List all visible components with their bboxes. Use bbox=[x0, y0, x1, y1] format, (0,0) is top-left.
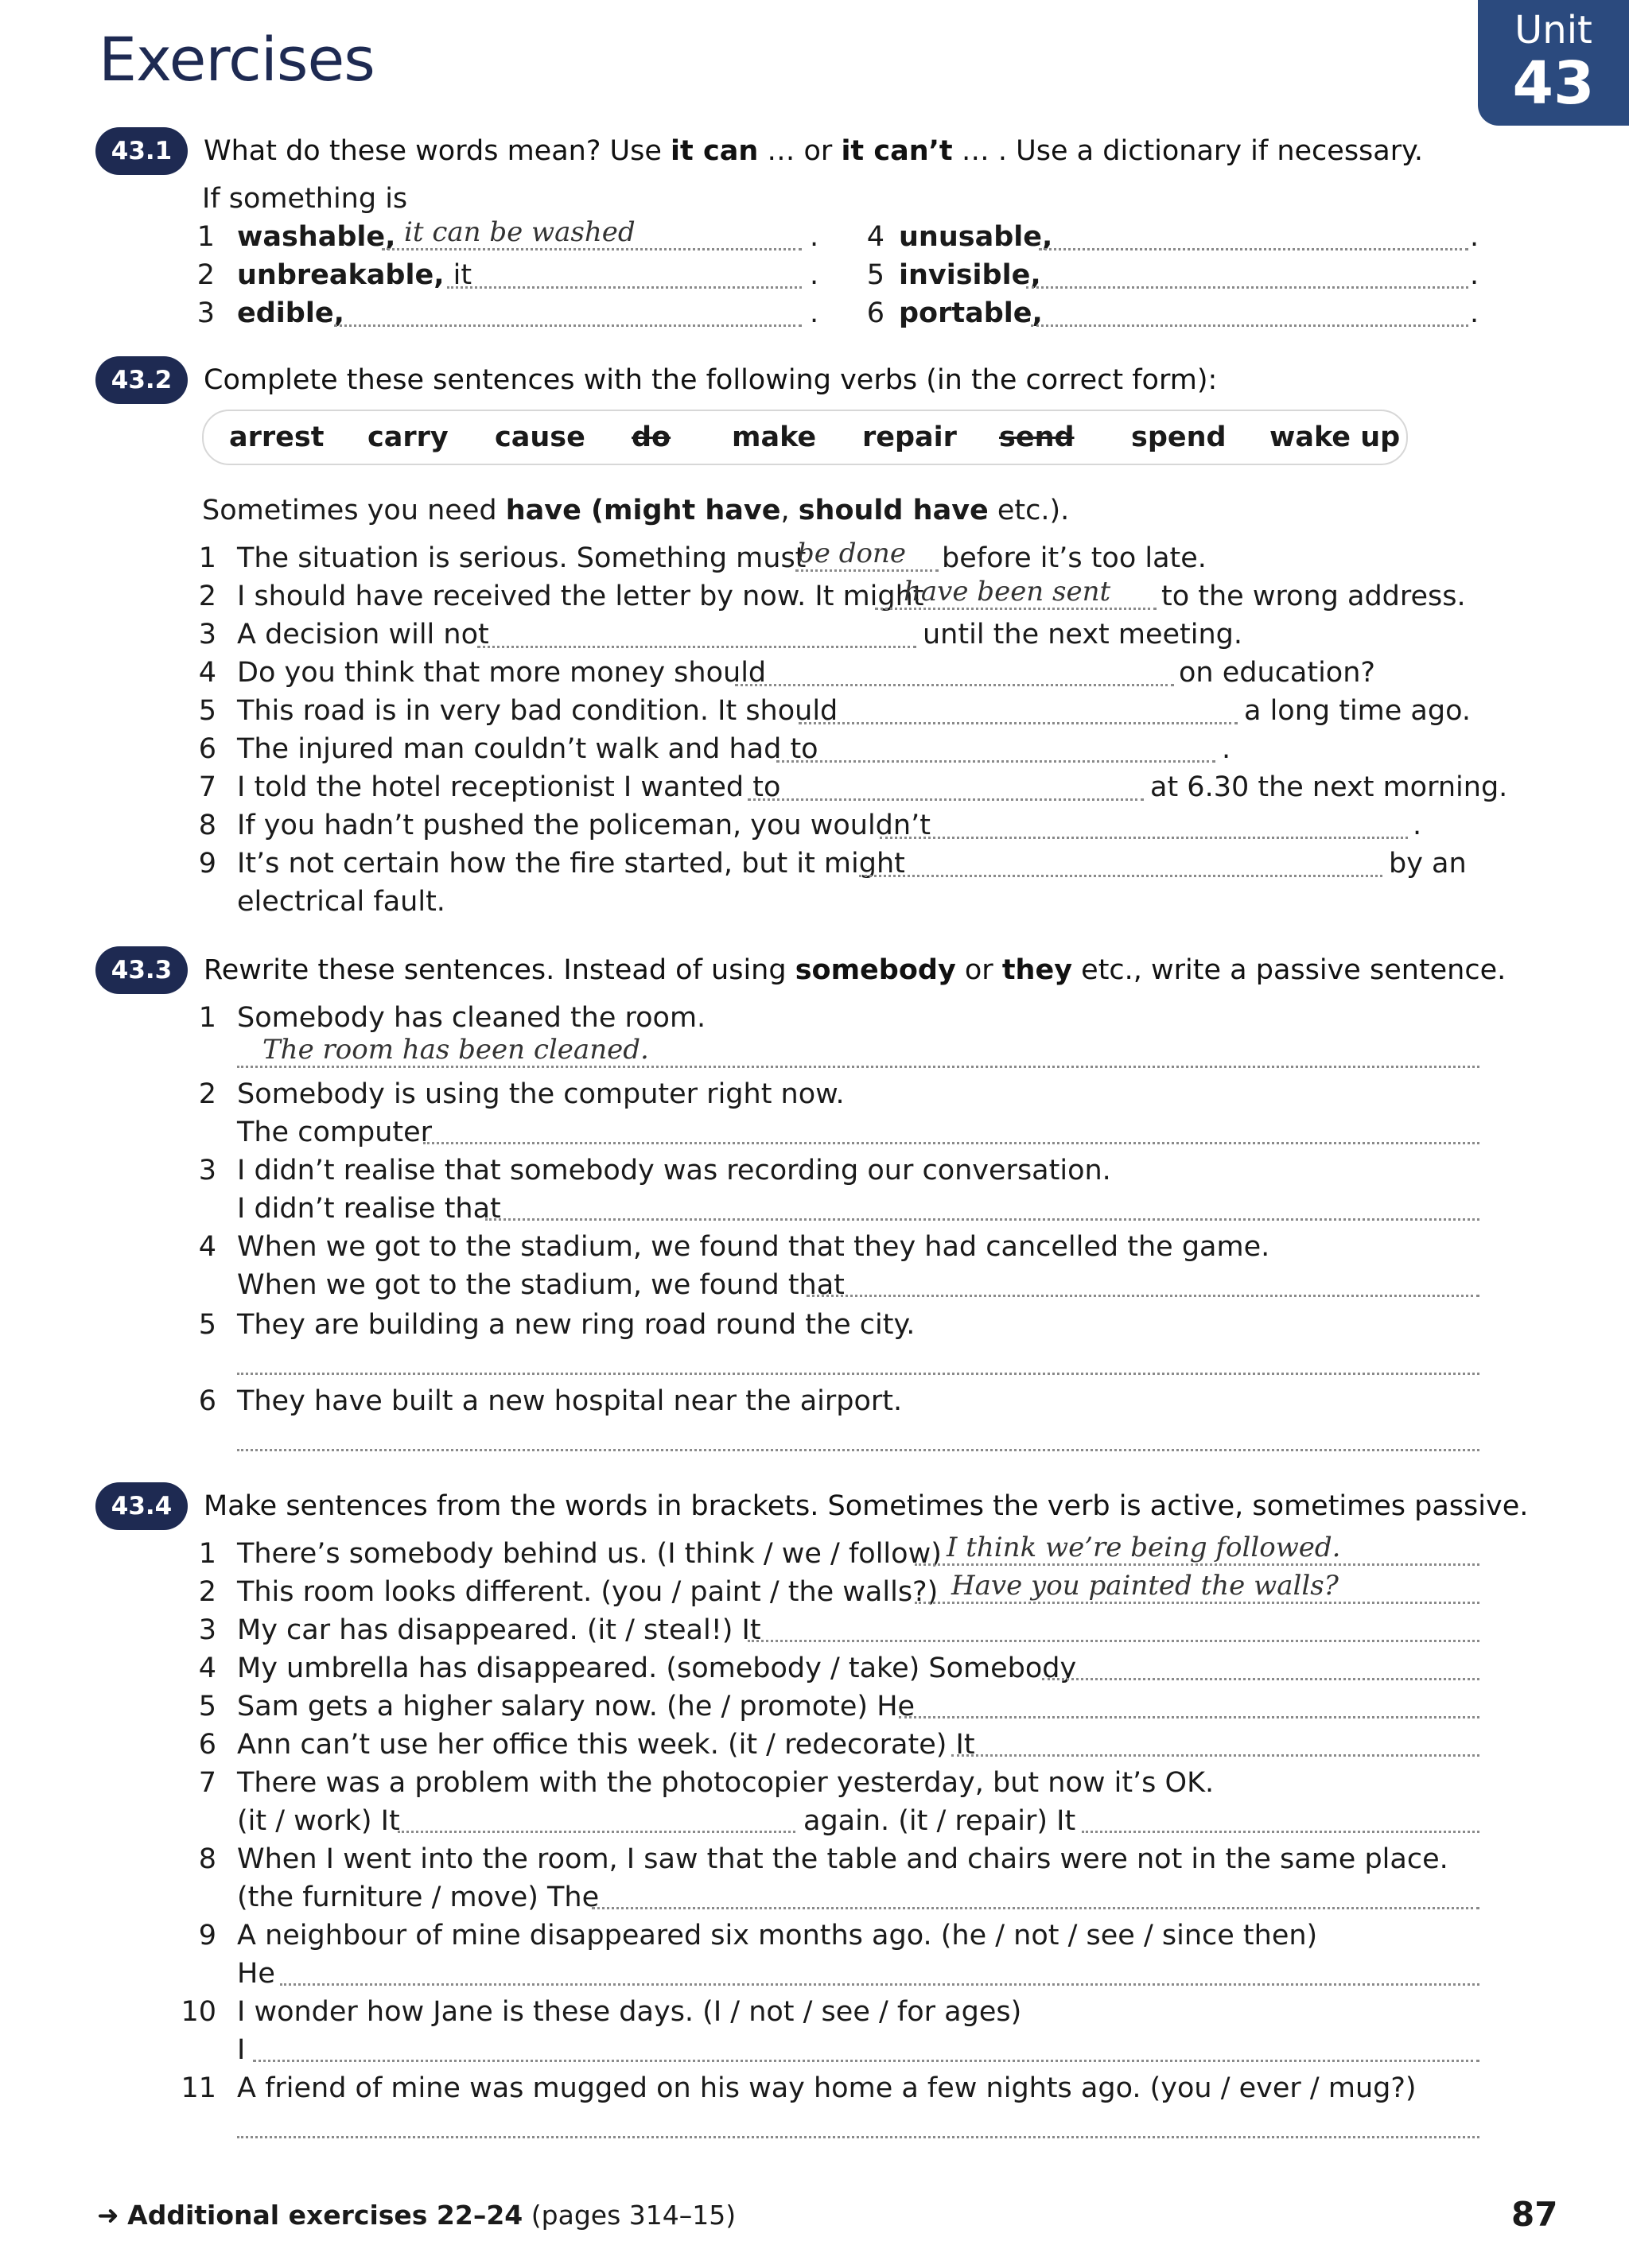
word-cause: cause bbox=[495, 421, 585, 453]
question-sentence: When I went into the room, I saw that the table and chairs were not in the same place. bbox=[237, 1843, 1448, 1875]
item-number: 9 bbox=[198, 848, 216, 880]
ex1-word: edible, bbox=[237, 297, 344, 329]
answer-line[interactable] bbox=[1039, 248, 1468, 250]
question-sentence: Sam gets a higher salary now. (he / promote) He bbox=[237, 1691, 916, 1722]
ex1-word: invisible, bbox=[899, 259, 1041, 291]
sentence-end: by an bbox=[1389, 848, 1467, 880]
ex1-intro: If something is bbox=[202, 183, 408, 215]
item-number: 4 bbox=[198, 1231, 216, 1263]
unit-number: 43 bbox=[1512, 49, 1595, 118]
question-sentence: There was a problem with the photocopier yesterday, but now it’s OK. bbox=[237, 1767, 1215, 1799]
item-number: 8 bbox=[198, 1843, 216, 1875]
word-arrest: arrest bbox=[229, 421, 325, 453]
exercise-badge: 43.4 bbox=[95, 1482, 188, 1530]
sentence-start: Do you think that more money should bbox=[237, 657, 767, 689]
ex2-note: Sometimes you need have (might have, should have etc.). bbox=[202, 495, 1070, 526]
exercise-43-1-header bbox=[95, 127, 1423, 175]
period: . bbox=[1470, 221, 1479, 253]
question-sentence: A friend of mine was mugged on his way home a few nights ago. (you / ever / mug?) bbox=[237, 2072, 1417, 2104]
sentence-end: . bbox=[1413, 810, 1422, 841]
item-number: 1 bbox=[198, 542, 216, 574]
answer-start: When we got to the stadium, we found that bbox=[237, 1269, 845, 1301]
question-sentence: They have built a new hospital near the airport. bbox=[237, 1385, 903, 1417]
item-number: 2 bbox=[196, 259, 215, 291]
answer-line[interactable] bbox=[1082, 1831, 1479, 1833]
question-sentence: This room looks different. (you / paint / the walls?) bbox=[237, 1576, 939, 1608]
answer-line[interactable] bbox=[592, 1907, 1479, 1909]
item-number: 4 bbox=[198, 657, 216, 689]
exercise-badge: 43.2 bbox=[95, 356, 188, 404]
sentence-start: This road is in very bad condition. It should bbox=[237, 695, 838, 727]
ex1-word: portable, bbox=[899, 297, 1043, 329]
item-number: 2 bbox=[198, 1078, 216, 1110]
period: . bbox=[1470, 297, 1479, 329]
item-number: 5 bbox=[198, 1309, 216, 1341]
item-number: 1 bbox=[198, 1538, 216, 1570]
answer-line[interactable] bbox=[915, 1602, 1479, 1604]
word-make: make bbox=[732, 421, 817, 453]
answer-line[interactable] bbox=[334, 324, 802, 327]
item-number: 3 bbox=[198, 619, 216, 650]
page-number: 87 bbox=[1511, 2195, 1558, 2234]
question-sentence: They are building a new ring road round the city. bbox=[237, 1309, 916, 1341]
answer-start: He bbox=[237, 1958, 275, 1990]
question-sentence: Somebody is using the computer right now. bbox=[237, 1078, 845, 1110]
answer-line[interactable] bbox=[875, 608, 1157, 610]
exercise-instruction: Complete these sentences with the following verbs (in the correct form): bbox=[204, 364, 1218, 396]
answer-line[interactable] bbox=[237, 1066, 1479, 1068]
answer-line[interactable] bbox=[253, 2060, 1479, 2062]
exercise-43-2-header bbox=[95, 356, 1217, 404]
exercise-instruction: Rewrite these sentences. Instead of using somebody or they etc., write a passive sentence. bbox=[204, 954, 1507, 986]
handwritten-answer: I think we’re being followed. bbox=[947, 1532, 1341, 1563]
exercise-instruction: Make sentences from the words in brackets. Sometimes the verb is active, sometimes passive. bbox=[204, 1490, 1529, 1522]
handwritten-answer: Have you painted the walls? bbox=[951, 1570, 1339, 1602]
handwritten-answer: it can be washed bbox=[404, 216, 636, 248]
item-number: 6 bbox=[198, 1385, 216, 1417]
sentence-start: If you hadn’t pushed the policeman, you wouldn’t bbox=[237, 810, 931, 841]
answer-line[interactable] bbox=[899, 1716, 1479, 1718]
unit-label: Unit bbox=[1514, 8, 1592, 52]
answer-line[interactable] bbox=[477, 646, 916, 648]
question-sentence: There’s somebody behind us. (I think / we / follow) bbox=[237, 1538, 942, 1570]
word-box bbox=[202, 410, 1408, 465]
handwritten-answer: The room has been cleaned. bbox=[262, 1034, 649, 1066]
item-number: 1 bbox=[196, 221, 215, 253]
handwritten-answer: be done bbox=[797, 538, 906, 569]
question-sentence: My umbrella has disappeared. (somebody / take) Somebody bbox=[237, 1652, 1077, 1684]
answer-line[interactable] bbox=[423, 1142, 1479, 1144]
question-sentence: A neighbour of mine disappeared six months ago. (he / not / see / since then) bbox=[237, 1920, 1318, 1951]
item-number: 9 bbox=[198, 1920, 216, 1951]
question-sentence: When we got to the stadium, we found that they had cancelled the game. bbox=[237, 1231, 1270, 1263]
answer-line[interactable] bbox=[1026, 286, 1468, 289]
answer-line[interactable] bbox=[915, 1563, 1479, 1566]
unit-tab bbox=[1478, 0, 1629, 126]
word-carry: carry bbox=[367, 421, 449, 453]
sentence-end: a long time ago. bbox=[1244, 695, 1472, 727]
answer-line[interactable] bbox=[237, 1373, 1479, 1375]
question-sentence: Somebody has cleaned the room. bbox=[237, 1002, 706, 1034]
answer-line[interactable] bbox=[859, 875, 1382, 877]
answer-line[interactable] bbox=[398, 1831, 795, 1833]
sentence-continuation: electrical fault. bbox=[237, 886, 445, 918]
word-send-crossed: send bbox=[999, 421, 1075, 453]
handwritten-answer: have been sent bbox=[904, 576, 1111, 608]
answer-line[interactable] bbox=[1042, 1678, 1479, 1680]
answer-line[interactable] bbox=[280, 1983, 1479, 1986]
arrow-right-icon: ➜ bbox=[97, 2200, 119, 2231]
exercise-badge: 43.1 bbox=[95, 127, 188, 175]
sentence-start: The situation is serious. Something must bbox=[237, 542, 807, 574]
answer-line[interactable] bbox=[795, 569, 939, 572]
item-number: 5 bbox=[866, 259, 884, 291]
item-number: 11 bbox=[181, 2072, 216, 2104]
sentence-start: I should have received the letter by now. It might bbox=[237, 581, 924, 612]
exercise-43-3-header bbox=[95, 946, 1506, 994]
period: . bbox=[1470, 259, 1479, 291]
answer-start: I bbox=[237, 2034, 246, 2066]
item-number: 3 bbox=[198, 1155, 216, 1186]
item-number: 5 bbox=[198, 695, 216, 727]
item-number: 2 bbox=[198, 581, 216, 612]
item-number: 4 bbox=[866, 221, 884, 253]
exercise-43-4-header bbox=[95, 1482, 1528, 1530]
sentence-end: before it’s too late. bbox=[942, 542, 1207, 574]
exercise-instruction: What do these words mean? Use it can … or it can’t … . Use a dictionary if necessary. bbox=[204, 135, 1423, 167]
item-number: 4 bbox=[198, 1652, 216, 1684]
additional-exercises-link[interactable]: ➜ Additional exercises 22–24 (pages 314–15) bbox=[97, 2200, 737, 2231]
item-number: 6 bbox=[198, 1729, 216, 1761]
answer-line[interactable] bbox=[776, 760, 1215, 763]
sentence-end: . bbox=[1222, 733, 1231, 765]
ex1-word-line: unbreakable, it bbox=[237, 259, 472, 291]
answer-start: I didn’t realise that bbox=[237, 1193, 501, 1225]
answer-line[interactable] bbox=[447, 286, 802, 289]
answer-start: The computer bbox=[237, 1117, 433, 1148]
answer-start: (it / work) It bbox=[237, 1805, 400, 1837]
sentence-start: The injured man couldn’t walk and had to bbox=[237, 733, 818, 765]
word-do-crossed: do bbox=[632, 421, 671, 453]
answer-line[interactable] bbox=[382, 248, 802, 250]
answer-line[interactable] bbox=[485, 1218, 1479, 1221]
sentence-end: on education? bbox=[1179, 657, 1375, 689]
answer-line[interactable] bbox=[748, 1640, 1479, 1642]
word-repair: repair bbox=[862, 421, 957, 453]
answer-line[interactable] bbox=[237, 1449, 1479, 1451]
answer-line[interactable] bbox=[807, 1295, 1479, 1297]
question-sentence: Ann can’t use her office this week. (it / redecorate) It bbox=[237, 1729, 975, 1761]
period: . bbox=[810, 297, 819, 329]
answer-line[interactable] bbox=[1031, 324, 1468, 327]
item-number: 6 bbox=[866, 297, 884, 329]
word-wake-up: wake up bbox=[1269, 421, 1401, 453]
exercise-badge: 43.3 bbox=[95, 946, 188, 994]
sentence-end: until the next meeting. bbox=[923, 619, 1243, 650]
item-number: 7 bbox=[198, 1767, 216, 1799]
sentence-start: It’s not certain how the fire started, but it might bbox=[237, 848, 905, 880]
answer-line[interactable] bbox=[880, 837, 1408, 839]
ex1-word: washable, bbox=[237, 221, 396, 253]
word-spend: spend bbox=[1131, 421, 1227, 453]
answer-line[interactable] bbox=[735, 684, 1174, 686]
item-number: 6 bbox=[198, 733, 216, 765]
question-sentence: My car has disappeared. (it / steal!) It bbox=[237, 1614, 761, 1646]
item-number: 3 bbox=[196, 297, 215, 329]
answer-line[interactable] bbox=[799, 722, 1238, 724]
answer-start: (the furniture / move) The bbox=[237, 1882, 600, 1913]
answer-line[interactable] bbox=[237, 2136, 1479, 2138]
item-number: 10 bbox=[181, 1996, 216, 2028]
item-number: 8 bbox=[198, 810, 216, 841]
item-number: 2 bbox=[198, 1576, 216, 1608]
page-title: Exercises bbox=[99, 24, 375, 95]
sentence-start: A decision will not bbox=[237, 619, 489, 650]
sentence-end: to the wrong address. bbox=[1161, 581, 1466, 612]
item-number: 5 bbox=[198, 1691, 216, 1722]
sentence-start: I told the hotel receptionist I wanted to bbox=[237, 771, 781, 803]
ex1-word: unusable, bbox=[899, 221, 1053, 253]
item-number: 3 bbox=[198, 1614, 216, 1646]
period: . bbox=[810, 221, 819, 253]
period: . bbox=[810, 259, 819, 291]
item-number: 7 bbox=[198, 771, 216, 803]
question-sentence: I wonder how Jane is these days. (I / not / see / for ages) bbox=[237, 1996, 1022, 2028]
answer-line[interactable] bbox=[951, 1754, 1479, 1757]
answer-middle: again. (it / repair) It bbox=[803, 1805, 1076, 1837]
sentence-end: at 6.30 the next morning. bbox=[1150, 771, 1508, 803]
question-sentence: I didn’t realise that somebody was recording our conversation. bbox=[237, 1155, 1111, 1186]
answer-line[interactable] bbox=[748, 798, 1144, 801]
item-number: 1 bbox=[198, 1002, 216, 1034]
